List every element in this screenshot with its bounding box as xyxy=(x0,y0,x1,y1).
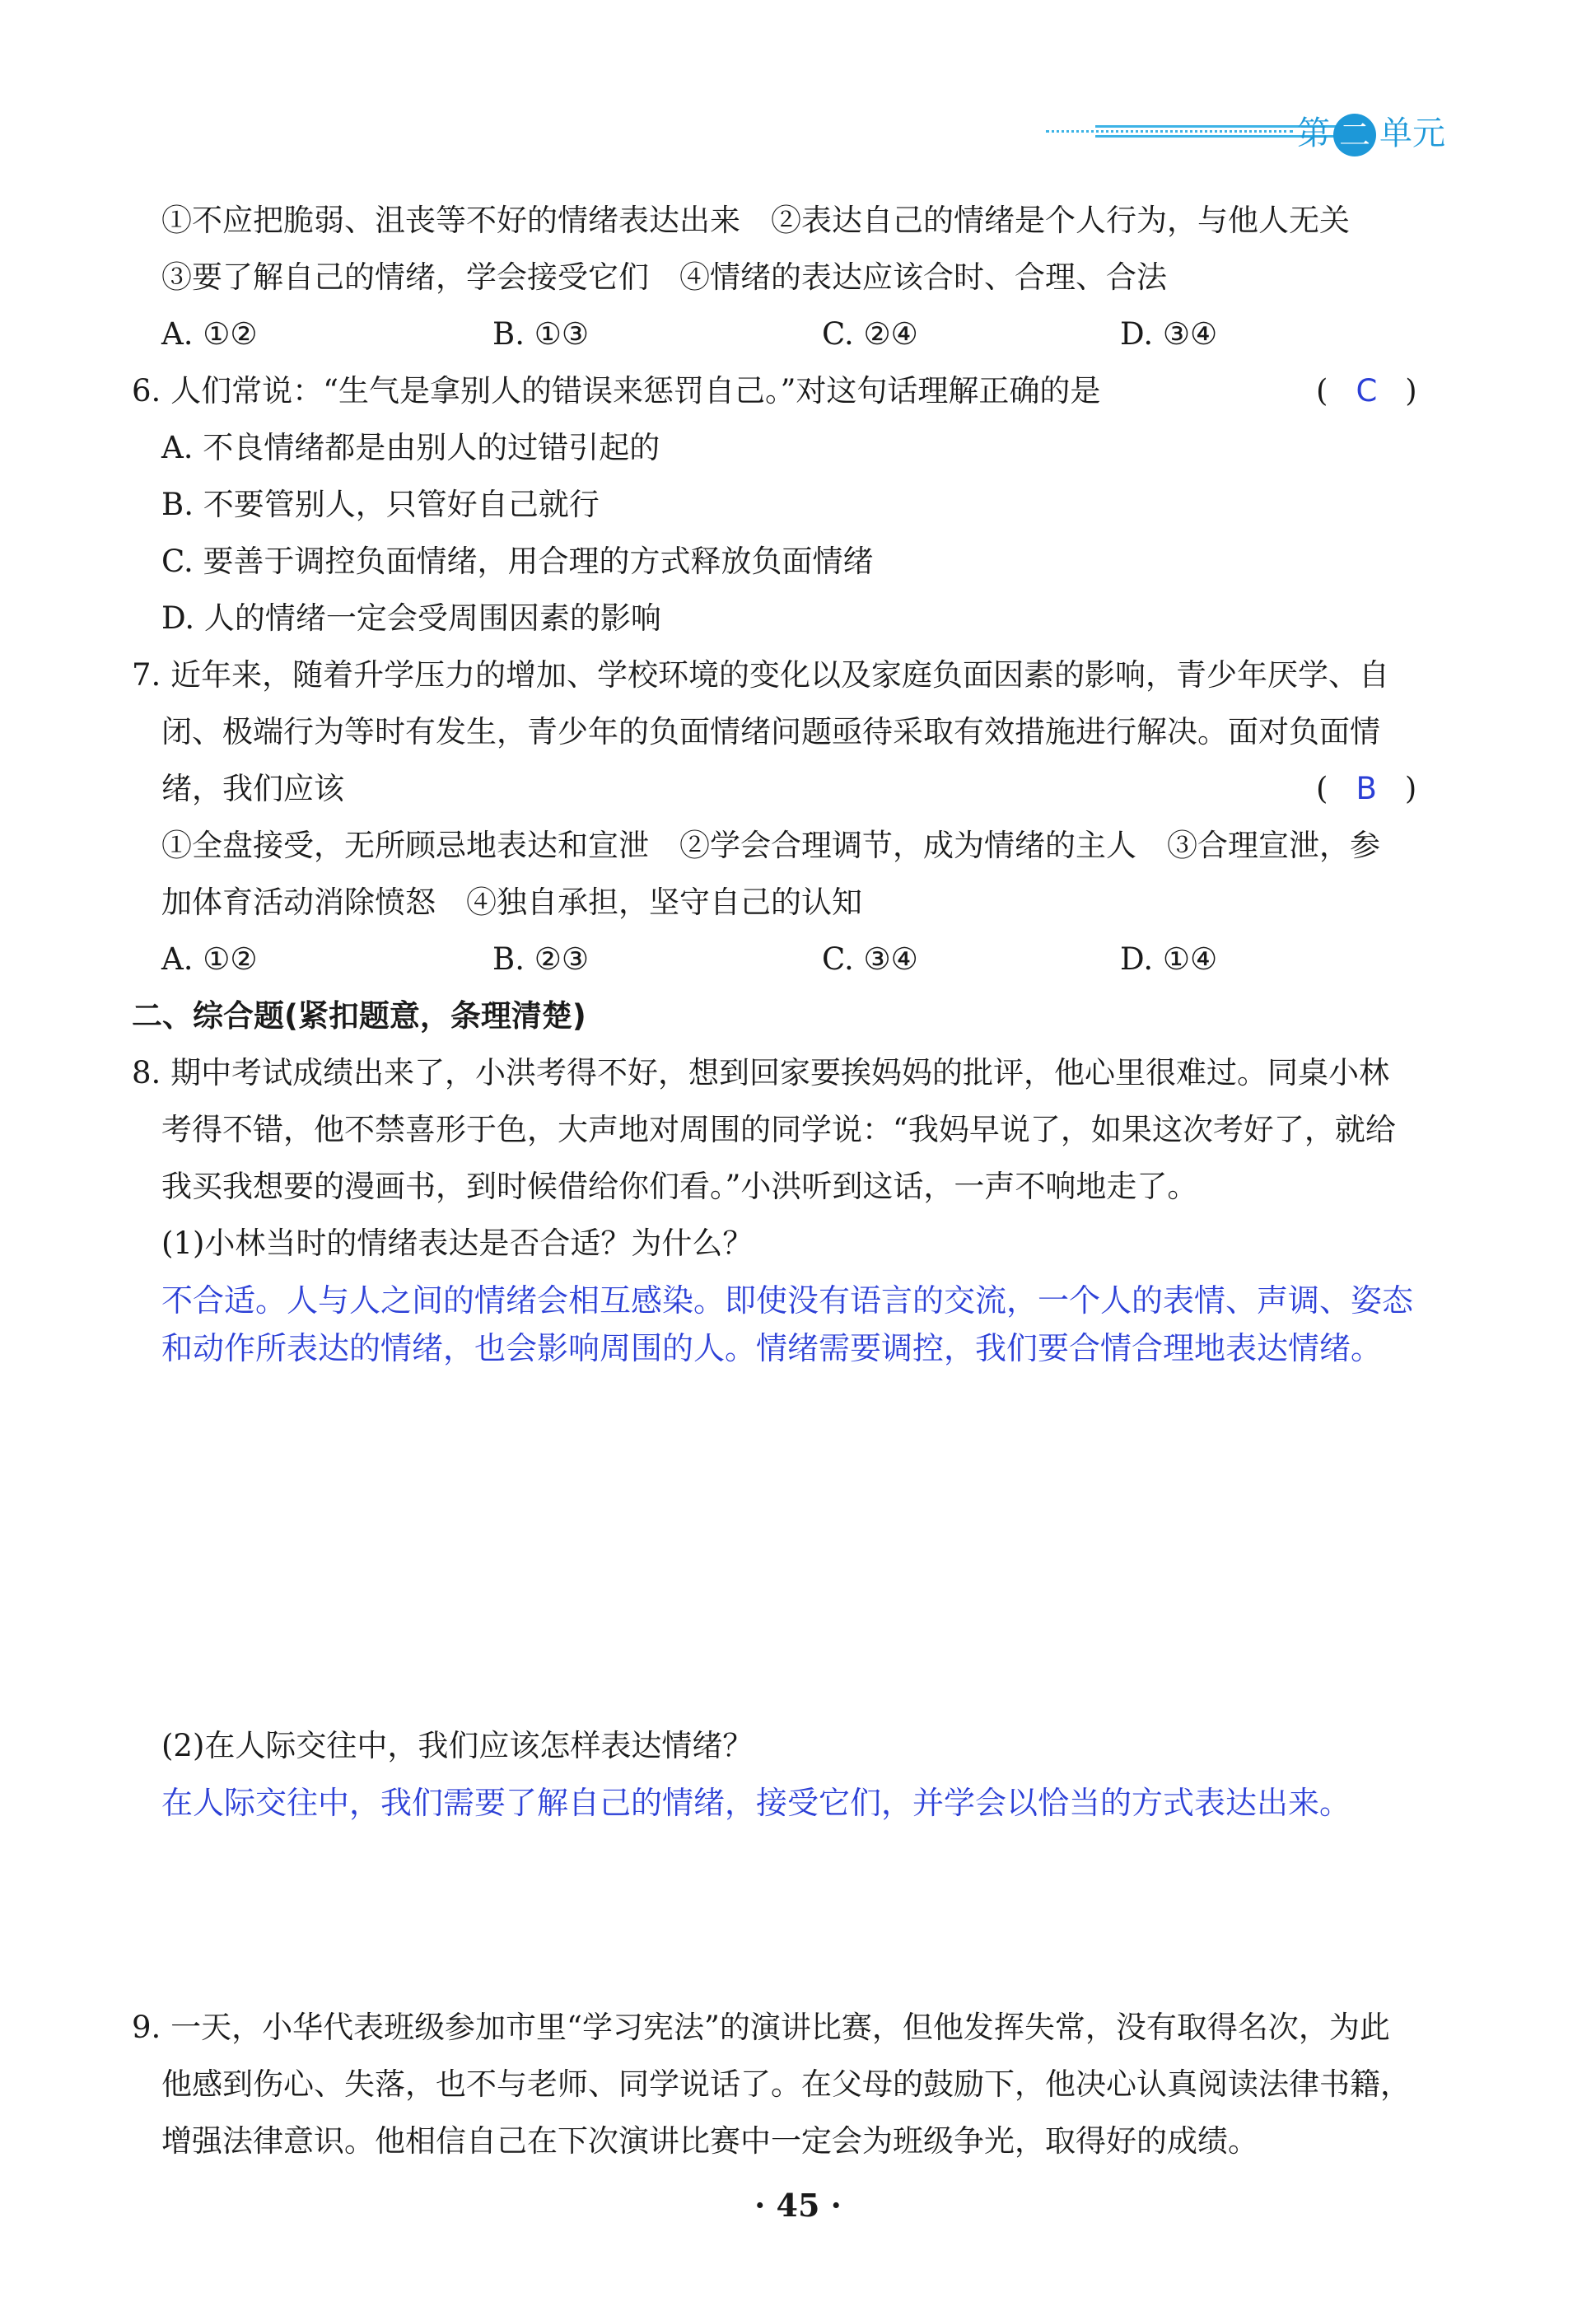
unit-header xyxy=(1046,105,1458,163)
q7-paren-open: ( xyxy=(1316,771,1328,806)
unit-number-badge: 二 xyxy=(1333,114,1376,156)
q6-option-c: C. 要善于调控负面情绪，用合理的方式释放负面情绪 xyxy=(161,544,874,579)
q8-sub2-question: (2)在人际交往中，我们应该怎样表达情绪？ xyxy=(161,1728,754,1763)
q5-option-c: C. ②④ xyxy=(822,316,918,352)
q6-option-d: D. 人的情绪一定会受周围因素的影响 xyxy=(161,600,661,636)
unit-title xyxy=(1297,107,1445,156)
q8-stem-line2: 考得不错，他不禁喜形于色，大声地对周围的同学说：“我妈早说了，如果这次考好了，就给 xyxy=(161,1112,1396,1147)
q7-statement-line1: ①全盘接受，无所顾忌地表达和宣泄 ②学会合理调节，成为情绪的主人 ③合理宣泄，参 xyxy=(161,828,1380,863)
q5-statement-line2: ③要了解自己的情绪，学会接受它们 ④情绪的表达应该合时、合理、合法 xyxy=(161,259,1167,295)
q8-stem-line1: 8. 期中考试成绩出来了，小洪考得不好，想到回家要挨妈妈的批评，他心里很难过。同桌小林 xyxy=(132,1055,1390,1090)
unit-suffix: 单元 xyxy=(1379,114,1445,152)
q7-stem-line1: 7. 近年来，随着升学压力的增加、学校环境的变化以及家庭负面因素的影响，青少年厌学、自 xyxy=(132,657,1390,693)
q8-sub2-answer: 在人际交往中，我们需要了解自己的情绪，接受它们，并学会以恰当的方式表达出来。 xyxy=(161,1785,1351,1821)
header-dotted-rule xyxy=(1046,130,1293,133)
page-number: · 45 · xyxy=(754,2187,842,2224)
section-2-heading: 二、综合题(紧扣题意，条理清楚) xyxy=(132,998,586,1034)
q6-option-a: A. 不良情绪都是由别人的过错引起的 xyxy=(161,430,660,465)
q7-option-c: C. ③④ xyxy=(822,941,918,977)
unit-prefix: 第 xyxy=(1297,114,1330,152)
q6-answer: C xyxy=(1356,373,1378,409)
q9-stem-line2: 他感到伤心、失落，也不与老师、同学说话了。在父母的鼓励下，他决心认真阅读法律书籍， xyxy=(161,2066,1411,2102)
q7-option-a: A. ①② xyxy=(161,941,258,977)
q7-statement-line2: 加体育活动消除愤怒 ④独自承担，坚守自己的认知 xyxy=(161,885,862,920)
q7-answer: B xyxy=(1356,771,1377,806)
q5-option-a: A. ①② xyxy=(161,316,258,352)
q6-paren-open: ( xyxy=(1316,373,1328,409)
q8-stem-line3: 我买我想要的漫画书，到时候借给你们看。”小洪听到这话，一声不响地走了。 xyxy=(161,1169,1198,1204)
q5-option-d: D. ③④ xyxy=(1120,316,1218,352)
q5-option-b: B. ①③ xyxy=(492,316,590,352)
q7-stem-line2: 闭、极端行为等时有发生，青少年的负面情绪问题亟待采取有效措施进行解决。面对负面情 xyxy=(161,714,1380,749)
q7-stem-line3: 绪，我们应该 xyxy=(161,771,344,806)
q9-stem-line3: 增强法律意识。他相信自己在下次演讲比赛中一定会为班级争光，取得好的成绩。 xyxy=(161,2123,1258,2159)
q6-option-b: B. 不要管别人，只管好自己就行 xyxy=(161,487,600,522)
q6-answer-bracket xyxy=(1316,373,1417,409)
q8-sub1-answer-line1: 不合适。人与人之间的情绪会相互感染。即使没有语言的交流，一个人的表情、声调、姿态 xyxy=(161,1282,1414,1319)
q7-option-d: D. ①④ xyxy=(1120,941,1218,977)
q7-answer-bracket xyxy=(1316,771,1416,806)
q7-paren-close: ) xyxy=(1404,771,1417,806)
q6-stem: 6. 人们常说：“生气是拿别人的错误来惩罚自己。”对这句话理解正确的是 xyxy=(132,373,1101,409)
q9-stem-line1: 9. 一天，小华代表班级参加市里“学习宪法”的演讲比赛，但他发挥失常，没有取得名次，为此 xyxy=(132,2010,1390,2045)
q6-paren-close: ) xyxy=(1405,373,1417,409)
q8-sub1-answer-line2: 和动作所表达的情绪，也会影响周围的人。情绪需要调控，我们要合情合理地表达情绪。 xyxy=(161,1330,1383,1366)
q8-sub1-question: (1)小林当时的情绪表达是否合适？为什么？ xyxy=(161,1226,754,1261)
q7-option-b: B. ②③ xyxy=(492,941,590,977)
q5-statement-line1: ①不应把脆弱、沮丧等不好的情绪表达出来 ②表达自己的情绪是个人行为，与他人无关 xyxy=(161,203,1350,238)
